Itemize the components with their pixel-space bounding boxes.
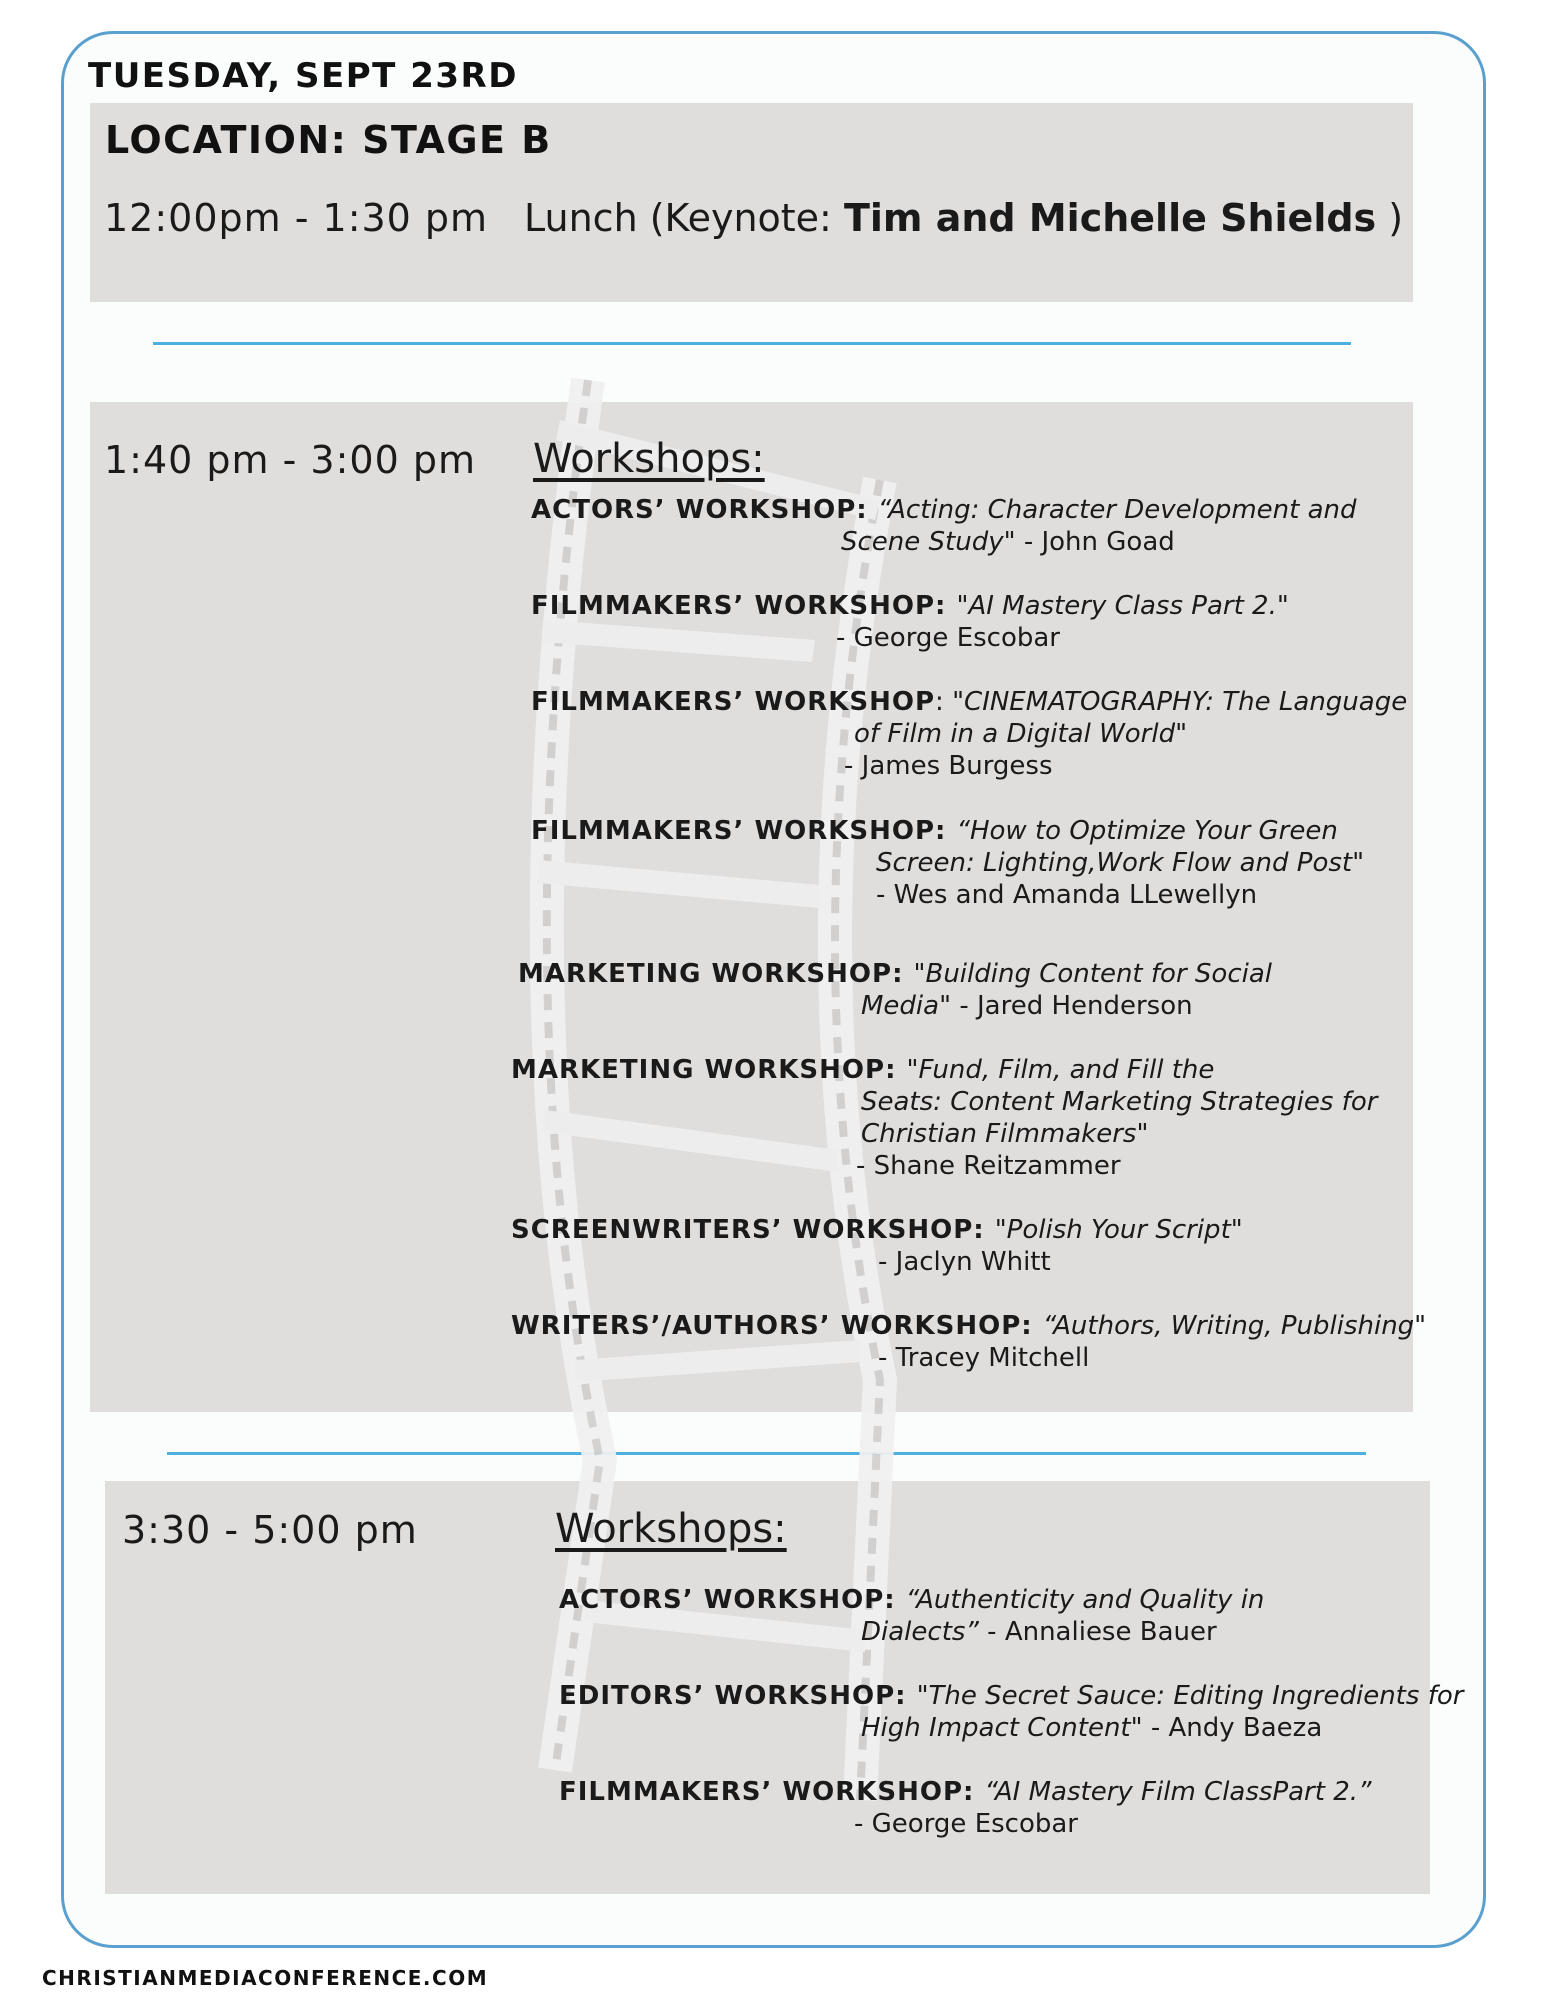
session2-workshops-heading: Workshops: <box>555 1506 787 1552</box>
workshop-title: "Fund, Film, and Fill the <box>906 1055 1215 1085</box>
workshop-presenter: - George Escobar <box>854 1809 1078 1839</box>
workshop-title: Christian Filmmakers" <box>861 1119 1149 1149</box>
workshop-presenter: - Wes and Amanda LLewellyn <box>876 880 1258 910</box>
workshop-type: EDITORS’ WORKSHOP: <box>559 1681 917 1711</box>
workshop-type: ACTORS’ WORKSHOP: <box>531 495 878 525</box>
workshop-entry <box>531 590 1289 654</box>
workshop-type: SCREENWRITERS’ WORKSHOP: <box>511 1215 995 1245</box>
workshop-type: FILMMAKERS’ WORKSHOP: <box>531 591 957 621</box>
workshop-presenter: - Jaclyn Whitt <box>878 1247 1051 1277</box>
workshop-title: "Building Content for Social <box>913 959 1272 989</box>
workshop-entry <box>559 1680 1463 1744</box>
workshop-type: MARKETING WORKSHOP: <box>518 959 914 989</box>
workshop-title: “Acting: Character Development and <box>877 495 1357 525</box>
location-heading: LOCATION: STAGE B <box>105 118 552 162</box>
session2-time: 3:30 - 5:00 pm <box>122 1508 418 1552</box>
keynote-speakers: Tim and Michelle Shields <box>843 196 1377 240</box>
workshop-continuation <box>559 1712 1463 1744</box>
workshop-continuation <box>518 990 1272 1022</box>
workshop-title: "The Secret Sauce: Editing Ingredients for <box>916 1681 1464 1711</box>
workshop-type: ACTORS’ WORKSHOP: <box>559 1585 906 1615</box>
footer-website: CHRISTIANMEDIACONFERENCE.COM <box>42 1966 489 1990</box>
session1-workshops-heading: Workshops: <box>533 436 765 482</box>
workshop-presenter: - Andy Baeza <box>1142 1713 1323 1743</box>
workshop-entry <box>559 1584 1264 1648</box>
workshop-title: Media" <box>861 991 952 1021</box>
workshop-title: "AI Mastery Class Part 2." <box>956 591 1289 621</box>
workshop-continuation <box>559 1616 1264 1648</box>
workshop-title: Screen: Lighting,Work Flow and Post" <box>876 848 1365 878</box>
workshop-type: MARKETING WORKSHOP: <box>511 1055 907 1085</box>
workshop-presenter: - Jared Henderson <box>951 991 1193 1021</box>
workshop-entry <box>518 958 1272 1022</box>
workshop-title: High Impact Content" <box>861 1713 1143 1743</box>
workshop-title: “How to Optimize Your Green <box>956 816 1338 846</box>
lunch-suffix: ) <box>1376 196 1404 240</box>
session1-time: 1:40 pm - 3:00 pm <box>104 438 476 482</box>
workshop-entry <box>531 815 1364 911</box>
workshop-title: of Film in a Digital World" <box>854 719 1188 749</box>
workshop-type: FILMMAKERS’ WORKSHOP: <box>559 1777 985 1807</box>
workshop-continuation <box>531 526 1357 558</box>
workshop-presenter: - Shane Reitzammer <box>856 1151 1121 1181</box>
workshop-colon: : <box>935 687 953 717</box>
workshop-presenter: - John Goad <box>1015 527 1175 557</box>
workshop-presenter: - Tracey Mitchell <box>878 1343 1090 1373</box>
workshop-title: “Authors, Writing, Publishing" <box>1042 1311 1427 1341</box>
workshop-entry <box>511 1310 1426 1374</box>
workshop-title: Dialects” <box>861 1617 979 1647</box>
workshop-title: Seats: Content Marketing Strategies for <box>861 1087 1378 1117</box>
workshop-type: FILMMAKERS’ WORKSHOP: <box>531 816 957 846</box>
workshop-presenter: - George Escobar <box>836 623 1060 653</box>
workshop-title: "Polish Your Script" <box>994 1215 1243 1245</box>
lunch-event <box>524 196 1403 240</box>
workshop-title: "CINEMATOGRAPHY: The Language <box>952 687 1408 717</box>
workshop-presenter: - Annaliese Bauer <box>978 1617 1217 1647</box>
workshop-entry <box>511 1214 1243 1278</box>
workshop-entry <box>559 1776 1371 1840</box>
workshop-type: FILMMAKERS’ WORKSHOP <box>531 687 936 717</box>
workshop-entry <box>511 1054 1377 1182</box>
workshop-entry <box>531 686 1407 782</box>
workshop-title: “AI Mastery Film ClassPart 2.” <box>984 1777 1372 1807</box>
lunch-label: Lunch (Keynote: <box>524 196 844 240</box>
workshop-type: WRITERS’/AUTHORS’ WORKSHOP: <box>511 1311 1043 1341</box>
workshop-entry <box>531 494 1357 558</box>
lunch-time: 12:00pm - 1:30 pm <box>104 196 489 240</box>
workshop-title: “Authenticity and Quality in <box>905 1585 1265 1615</box>
workshop-title: Scene Study" <box>841 527 1016 557</box>
workshop-presenter: - James Burgess <box>844 751 1053 781</box>
day-title: TUESDAY, SEPT 23RD <box>88 56 518 96</box>
